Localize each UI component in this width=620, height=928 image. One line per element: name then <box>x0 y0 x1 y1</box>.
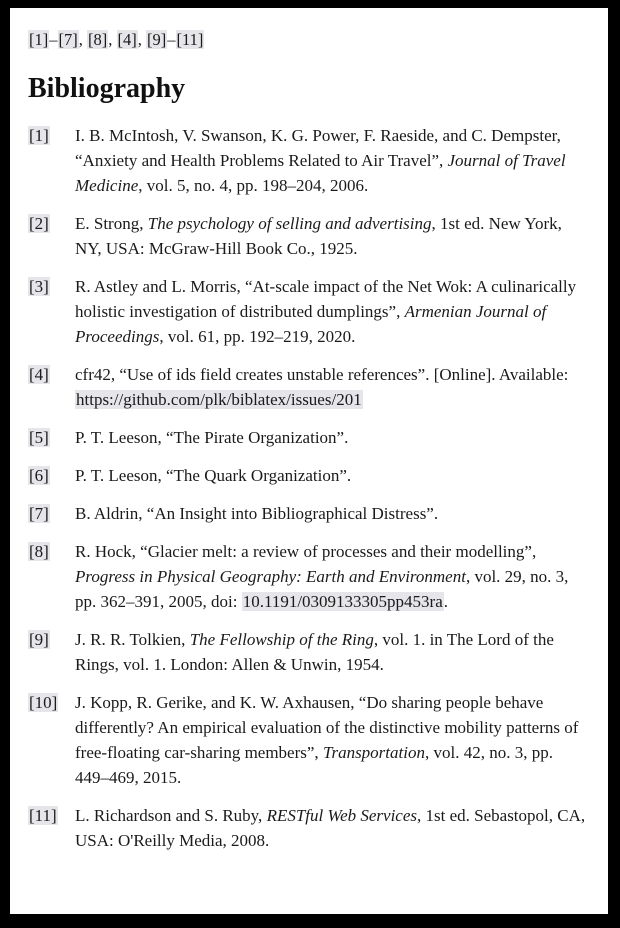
entry-label-cell <box>28 803 75 828</box>
entry-text-segment: J. Kopp, R. Gerike, and K. W. Axhausen, “Do sharing people behave differently? An empirical evaluation of the distinctive mobility patterns of free-floating car-sharing members”, <box>75 693 579 762</box>
entry-number-link[interactable]: [2] <box>29 214 49 233</box>
entry-text-segment: L. Richardson and S. Ruby, <box>75 806 267 825</box>
bib-entry <box>28 211 588 261</box>
citation-ref-link[interactable]: [4] <box>117 30 137 49</box>
bib-entry <box>28 539 588 614</box>
entry-text <box>75 803 588 853</box>
citation-separator: , <box>137 30 146 49</box>
citation-separator: – <box>167 30 176 49</box>
entry-text-segment: R. Hock, “Glacier melt: a review of processes and their modelling”, <box>75 542 537 561</box>
entry-label-cell <box>28 362 75 387</box>
entry-text-segment: Progress in Physical Geography: Earth and Environment <box>75 567 466 586</box>
entry-text-segment: , 1st ed. Sebastopol, CA, USA: O'Reilly Media, 2008. <box>75 806 586 850</box>
citation-separator: , <box>108 30 117 49</box>
entry-label-cell <box>28 274 75 299</box>
entry-number-link[interactable]: [7] <box>29 504 49 523</box>
citation-ref-link[interactable]: [11] <box>176 30 204 49</box>
entry-label-cell <box>28 211 75 236</box>
external-url-link[interactable]: https://github.com/plk/biblatex/issues/201 <box>76 390 362 409</box>
entry-text-segment: RESTful Web Services <box>266 806 418 825</box>
entry-text-segment: , vol. 61, pp. 192–219, 2020. <box>159 327 356 346</box>
bib-entry <box>28 362 588 412</box>
entry-text <box>75 463 588 488</box>
bib-entry <box>28 425 588 450</box>
entry-number-link[interactable]: [10] <box>29 693 58 712</box>
bib-entry <box>28 690 588 790</box>
entry-text-segment: J. R. R. Tolkien, <box>75 630 190 649</box>
entry-text <box>75 211 588 261</box>
entry-label-cell <box>28 463 75 488</box>
entry-text-segment: R. Astley and L. Morris, “At-scale impact of the Net Wok: A culinarically holistic investigation of distributed dumplings”, <box>75 277 577 321</box>
entry-text-segment: P. T. Leeson, “The Quark Organization”. <box>75 466 352 485</box>
entry-number-link[interactable]: [3] <box>29 277 49 296</box>
bib-entry <box>28 274 588 349</box>
doi-link[interactable]: 10.1191/0309133305pp453ra <box>242 592 443 611</box>
entry-text <box>75 501 588 526</box>
entry-label-cell <box>28 690 75 715</box>
bib-entry <box>28 463 588 488</box>
entry-text-segment: Transportation <box>322 743 425 762</box>
entry-text <box>75 539 588 614</box>
entry-label-cell <box>28 627 75 652</box>
entry-text <box>75 274 588 349</box>
entry-label-cell <box>28 123 75 148</box>
bib-entry <box>28 627 588 677</box>
entry-number-link[interactable]: [9] <box>29 630 49 649</box>
entry-number-link[interactable]: [8] <box>29 542 49 561</box>
citation-ref-link[interactable]: [8] <box>88 30 108 49</box>
entry-label-cell <box>28 501 75 526</box>
entry-text-segment: . <box>443 592 449 611</box>
bib-entry <box>28 803 588 853</box>
entry-number-link[interactable]: [1] <box>29 126 49 145</box>
entry-text-segment: E. Strong, <box>75 214 148 233</box>
entry-text-segment: The Fellowship of the Ring <box>189 630 374 649</box>
bibliography-heading: Bibliography <box>28 73 186 104</box>
entry-text-segment: P. T. Leeson, “The Pirate Organization”. <box>75 428 349 447</box>
entry-text-segment: I. B. McIntosh, V. Swanson, K. G. Power, F. Raeside, and C. Dempster, “Anxiety and Health Problems Related to Air Travel”, <box>75 126 561 170</box>
citation-preview-line <box>28 29 588 51</box>
entry-number-link[interactable]: [11] <box>29 806 57 825</box>
entry-text <box>75 123 588 198</box>
entry-number-link[interactable]: [5] <box>29 428 49 447</box>
citation-ref-link[interactable]: [7] <box>58 30 78 49</box>
entry-number-link[interactable]: [6] <box>29 466 49 485</box>
entry-text <box>75 425 588 450</box>
citation-separator: – <box>49 30 58 49</box>
entry-text-segment: , 1st ed. New York, NY, USA: McGraw-Hill Book Co., 1925. <box>75 214 562 258</box>
entry-text <box>75 690 588 790</box>
entry-text-segment: , vol. 29, no. 3, pp. 362–391, 2005, doi: <box>75 567 569 611</box>
bib-entry <box>28 501 588 526</box>
bibliography-list <box>28 123 588 853</box>
document-page <box>10 8 608 914</box>
citation-ref-link[interactable]: [1] <box>29 30 49 49</box>
entry-text-segment: The psychology of selling and advertising <box>147 214 432 233</box>
entry-text <box>75 627 588 677</box>
entry-text-segment: cfr42, “Use of ids field creates unstable references”. [Online]. Available: <box>75 365 569 384</box>
entry-number-link[interactable]: [4] <box>29 365 49 384</box>
entry-text-segment: , vol. 1. in The Lord of the Rings, vol. 1. London: Allen & Unwin, 1954. <box>75 630 554 674</box>
entry-text-segment: B. Aldrin, “An Insight into Bibliographical Distress”. <box>75 504 439 523</box>
entry-text-segment: Journal of Travel Medicine <box>75 151 566 195</box>
entry-label-cell <box>28 539 75 564</box>
entry-text-segment: , vol. 42, no. 3, pp. 449–469, 2015. <box>75 743 553 787</box>
citation-separator: , <box>78 30 87 49</box>
entry-text <box>75 362 588 412</box>
entry-text-segment: Armenian Journal of Proceedings <box>75 302 547 346</box>
citation-ref-link[interactable]: [9] <box>147 30 167 49</box>
bib-entry <box>28 123 588 198</box>
entry-label-cell <box>28 425 75 450</box>
entry-text-segment: , vol. 5, no. 4, pp. 198–204, 2006. <box>138 176 369 195</box>
